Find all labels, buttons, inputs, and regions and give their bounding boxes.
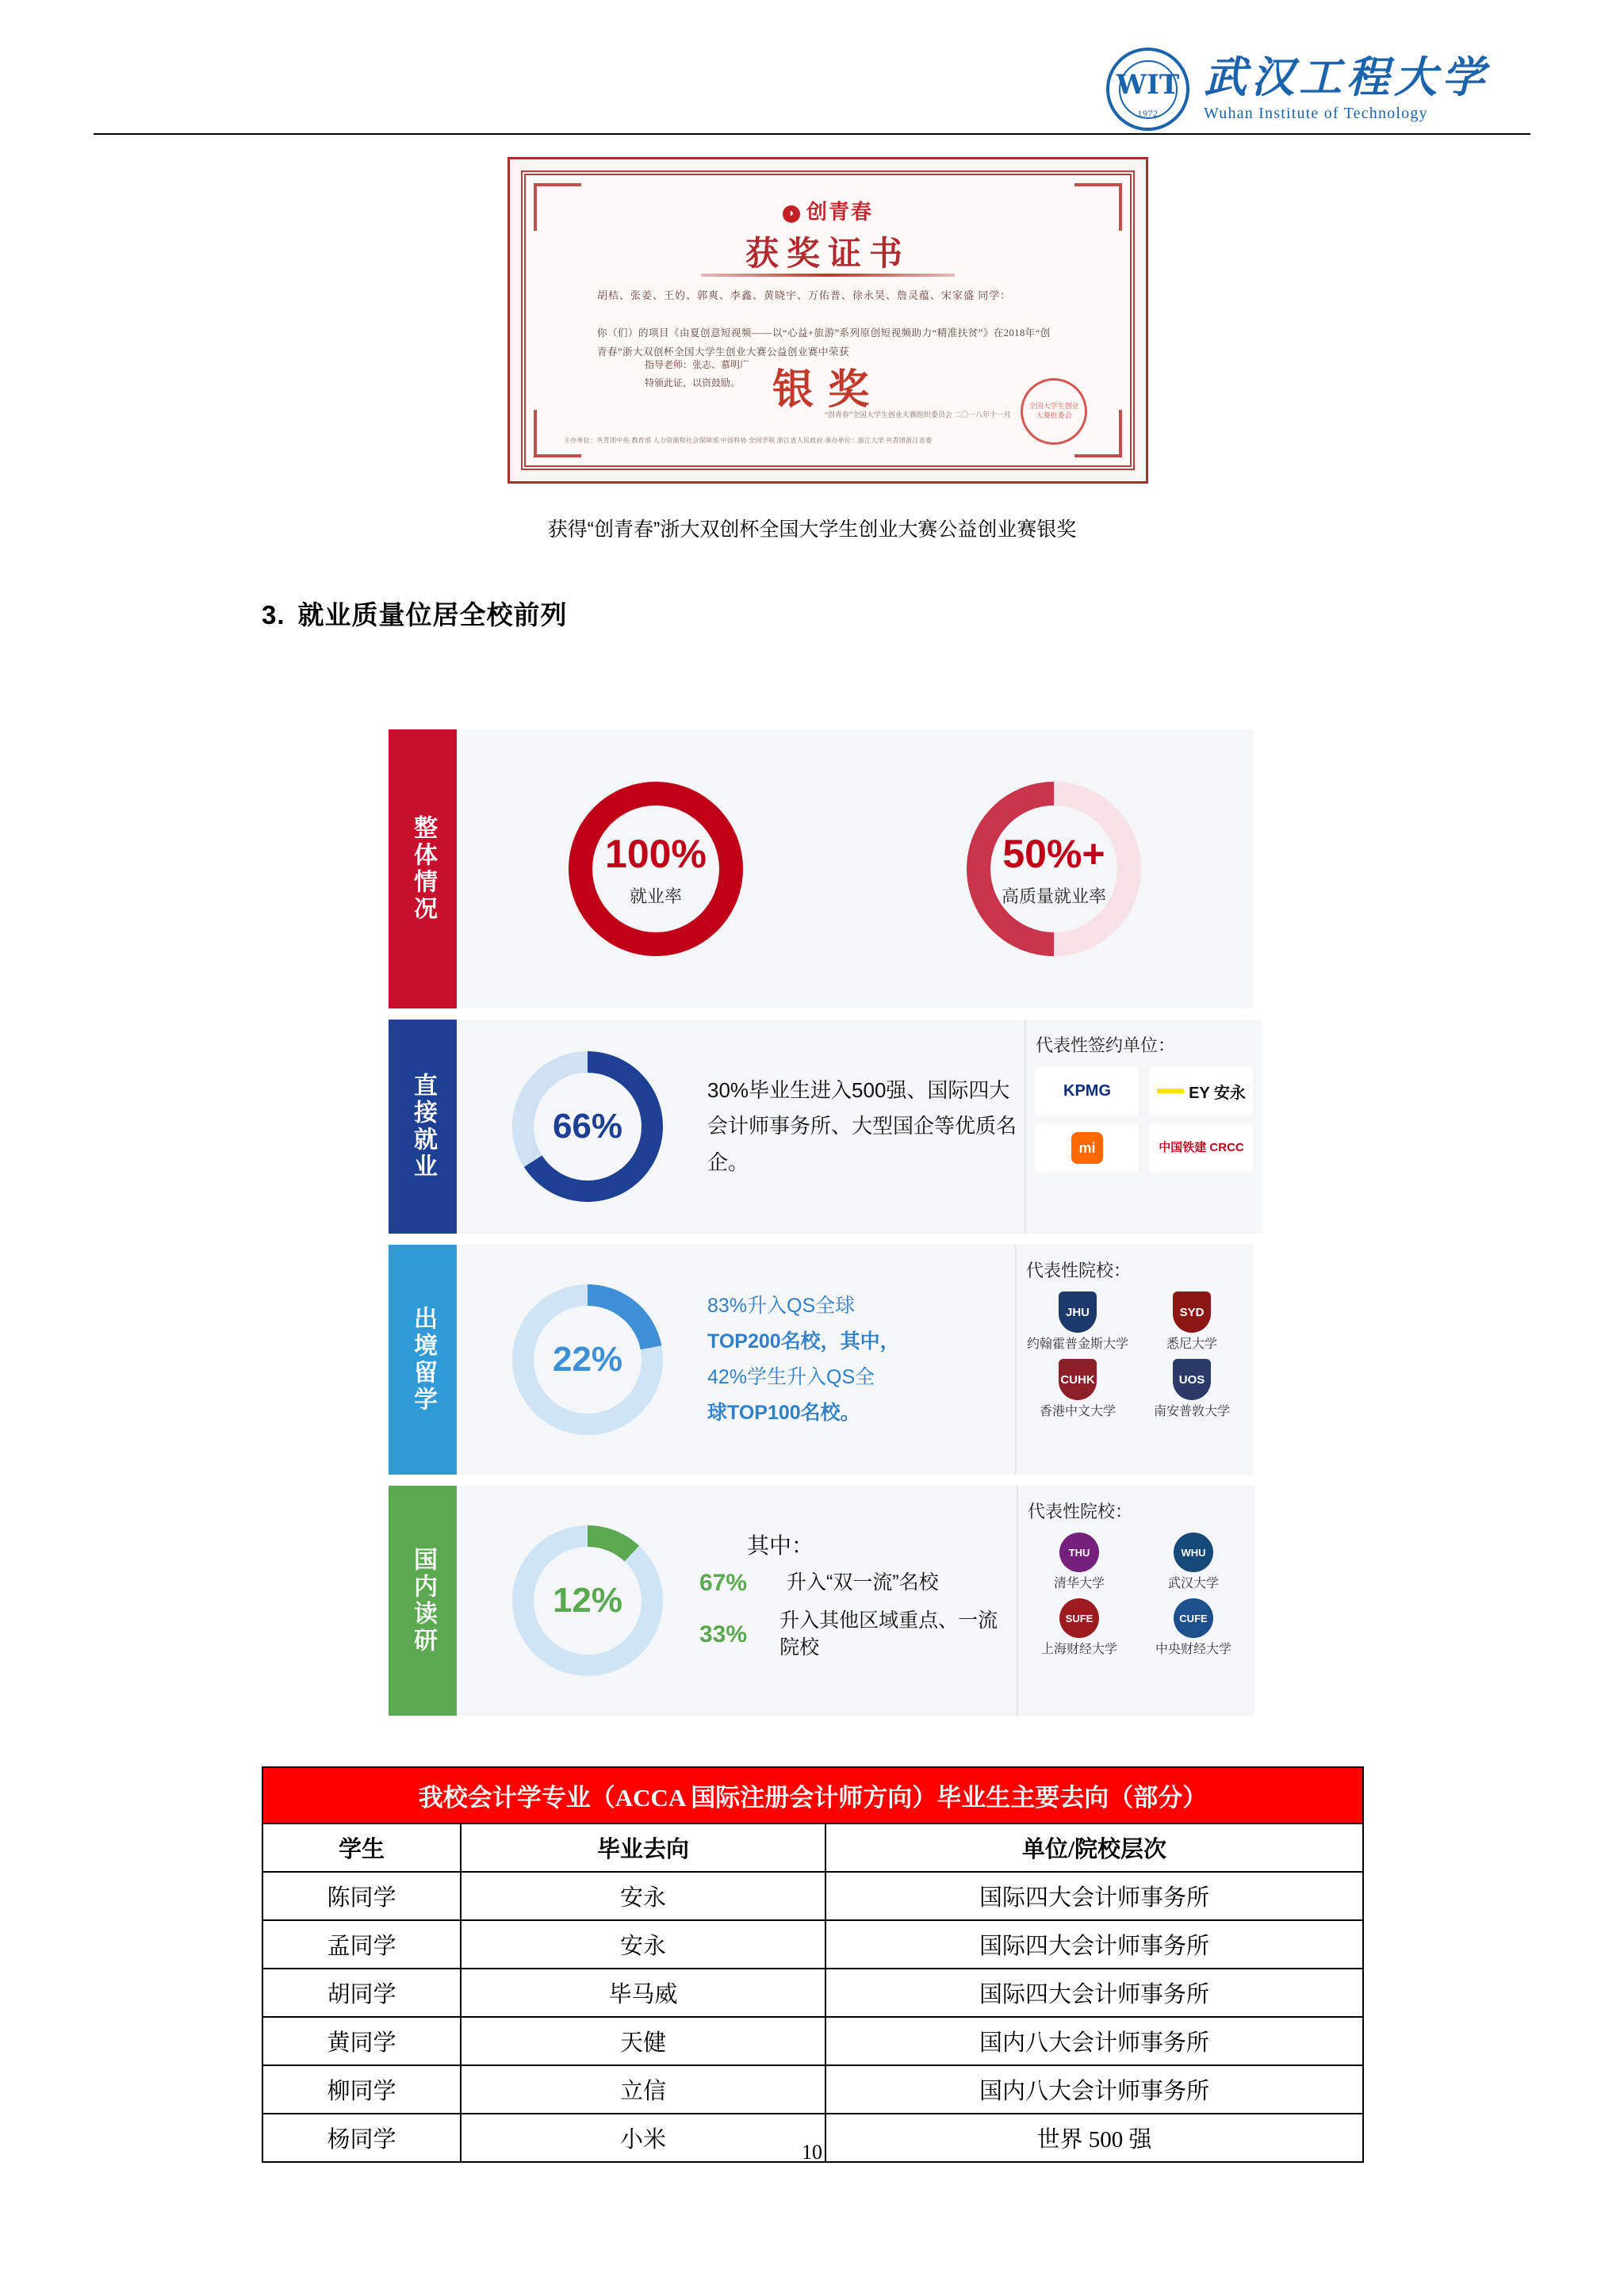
domestic-school-panel-title: 代表性院校： [1028, 1502, 1133, 1521]
infographic-row-overall [389, 729, 1253, 1008]
school-name: 约翰霍普金斯大学 [1026, 1337, 1128, 1351]
cell-student: 胡同学 [262, 1969, 461, 2017]
school-crest-icon: CUFE [1174, 1598, 1213, 1638]
table-header-destination: 毕业去向 [461, 1823, 825, 1872]
award-certificate-image [508, 157, 1148, 484]
donut-label: 高质量就业率 [1001, 886, 1106, 906]
brand-label: 创青春 [806, 201, 873, 224]
employer-logo-ey [1150, 1066, 1253, 1115]
donut-value: 12% [552, 1581, 623, 1620]
cell-student: 孟同学 [262, 1920, 461, 1969]
certificate-stamp-icon: 全国大学生创业大赛组委会 [1021, 378, 1087, 445]
direct-employment-description: 30%毕业生进入500强、国际四大会计师事务所、大型国企等优质名企。 [707, 1077, 1017, 1174]
certificate-issuer: “创青春”全国大学生创业大赛组织委员会 二〇一八年十一月 [824, 410, 1011, 419]
overseas-line-1: 83%升入QS全球 [707, 1295, 856, 1317]
cell-student: 黄同学 [262, 2017, 461, 2065]
certificate-organizers: 主办单位：共青团中央 教育部 人力资源和社会保障部 中国科协 全国学联 浙江省人民政府 承办单位：浙江大学 共青团浙江省委 [564, 437, 933, 445]
school-crest-icon: SUFE [1059, 1598, 1099, 1638]
domestic-postgrad-percent: 33% [699, 1621, 748, 1647]
cell-tier: 国际四大会计师事务所 [825, 1969, 1363, 2017]
header-divider [94, 133, 1530, 135]
seal-mark: WIT [1116, 68, 1180, 101]
graduate-destination-table-wrap [262, 1766, 1364, 2163]
university-logo [1106, 48, 1489, 131]
school-name: 清华大学 [1053, 1577, 1105, 1590]
school-name: 南安普敦大学 [1153, 1405, 1230, 1418]
cell-student: 杨同学 [262, 2114, 461, 2162]
figure-caption: 获得“创青春”浙大双创杯全国大学生创业大赛公益创业赛银奖 [547, 519, 1077, 541]
school-crest-icon: SYD [1173, 1292, 1211, 1333]
domestic-school-panel [1017, 1486, 1254, 1716]
certificate-note-line: 特颁此证，以资鼓励。 [645, 377, 741, 389]
school-item [1142, 1598, 1245, 1658]
employer-logo-label: EY 安永 [1189, 1084, 1246, 1102]
certificate-tutor-line: 指导老师：张志、慕明广 [645, 359, 750, 371]
table-row [262, 1920, 1363, 1969]
certificate-brand [526, 196, 1130, 225]
school-crest-icon: UOS [1173, 1359, 1211, 1400]
school-crest-icon: CUHK [1059, 1359, 1097, 1400]
cell-destination: 安永 [461, 1920, 825, 1969]
section-heading [262, 595, 568, 632]
table-header-tier: 单位/院校层次 [825, 1823, 1363, 1872]
table-row [262, 1969, 1363, 2017]
overseas-school-panel-title: 代表性院校： [1026, 1261, 1132, 1280]
cell-destination: 毕马威 [461, 1969, 825, 2017]
school-item [1140, 1292, 1243, 1353]
section-number: 3. [262, 600, 285, 629]
infographic-row-direct-employment [389, 1020, 1253, 1234]
donut-value: 66% [552, 1107, 623, 1146]
domestic-postgrad-desc: 升入其他区域重点、一流院校 [779, 1609, 998, 1659]
table-row [262, 2017, 1363, 2065]
cell-destination: 小米 [461, 2114, 825, 2162]
overseas-line-2: TOP200名校，其中， [707, 1330, 900, 1353]
employer-logo-xiaomi [1036, 1123, 1139, 1173]
infographic-row-domestic-postgrad [389, 1486, 1253, 1716]
school-crest-icon: JHU [1059, 1292, 1097, 1333]
table-row [262, 1872, 1363, 1920]
cell-student: 柳同学 [262, 2065, 461, 2114]
domestic-postgrad-item [699, 1608, 1017, 1662]
school-name: 中央财经大学 [1155, 1643, 1231, 1656]
cell-tier: 国际四大会计师事务所 [825, 1872, 1363, 1920]
overseas-study-description [707, 1288, 993, 1431]
table-row [262, 2065, 1363, 2114]
table-header-row [262, 1823, 1363, 1872]
donut-value: 100% [605, 831, 707, 876]
page-header [0, 32, 1624, 143]
cell-destination: 天健 [461, 2017, 825, 2065]
donut-domestic-postgrad [512, 1525, 663, 1676]
employer-logo-crcc: 中国铁建 CRCC [1150, 1123, 1253, 1173]
ey-bar-icon [1157, 1089, 1184, 1093]
donut-value: 50%+ [1002, 831, 1105, 876]
section-title: 就业质量位居全校前列 [297, 600, 568, 629]
donut-high-quality-employment-rate [967, 782, 1141, 956]
row-tab-overseas-study: 出境留学 [389, 1245, 457, 1475]
school-item [1026, 1359, 1129, 1420]
donut-overseas-study [512, 1284, 663, 1435]
certificate-corner-ornament [534, 410, 581, 457]
domestic-postgrad-title: 其中： [747, 1533, 814, 1559]
university-name-en: Wuhan Institute of Technology [1204, 105, 1428, 123]
certificate-tutor [645, 356, 749, 392]
cell-student: 陈同学 [262, 1872, 461, 1920]
seal-year: 1972 [1137, 108, 1159, 119]
donut-value: 22% [552, 1340, 623, 1379]
infographic-row-overseas-study [389, 1245, 1253, 1475]
brand-logo-icon: ◑ [783, 205, 800, 223]
school-name: 香港中文大学 [1039, 1405, 1116, 1418]
university-name-cn: 武汉工程大学 [1204, 53, 1489, 101]
school-item [1140, 1359, 1243, 1420]
employer-logo-kpmg: KPMG [1036, 1066, 1139, 1115]
school-name: 武汉大学 [1167, 1577, 1219, 1590]
cell-tier: 国际四大会计师事务所 [825, 1920, 1363, 1969]
page-number: 10 [802, 2141, 822, 2164]
domestic-postgrad-desc: 升入“双一流”名校 [787, 1571, 939, 1594]
table-header-student: 学生 [262, 1823, 461, 1872]
employment-infographic [389, 729, 1253, 1728]
certificate-award-level: 银奖 [772, 368, 884, 413]
certificate-body-text: 你（们）的项目《由夏创意短视频——以“心益+旅游”系列原创短视频助力“精准扶贫”》在2018年“创青春”浙大双创杯全国大学生创业大赛公益创业赛中荣获 [597, 327, 1051, 358]
school-item [1028, 1533, 1131, 1592]
overseas-school-panel [1015, 1245, 1253, 1475]
school-crest-icon: THU [1059, 1533, 1099, 1572]
cell-tier: 国内八大会计师事务所 [825, 2017, 1363, 2065]
table-title-row [262, 1767, 1363, 1823]
employer-panel [1025, 1020, 1262, 1234]
donut-label: 就业率 [629, 886, 682, 906]
cell-tier: 世界 500 强 [825, 2114, 1363, 2162]
school-name: 上海财经大学 [1040, 1643, 1117, 1656]
donut-direct-employment [512, 1051, 663, 1202]
school-crest-icon: WHU [1174, 1533, 1213, 1572]
domestic-postgrad-item [699, 1570, 1017, 1597]
school-item [1028, 1598, 1131, 1658]
domestic-postgrad-percent: 67% [699, 1570, 748, 1597]
graduate-destination-table [262, 1766, 1364, 2163]
school-name: 悉尼大学 [1166, 1337, 1217, 1351]
certificate-title-underline [701, 274, 955, 277]
cell-destination: 安永 [461, 1872, 825, 1920]
overseas-line-3: 42%学生升入QS全 [707, 1366, 875, 1388]
row-tab-direct-employment: 直接就业 [389, 1020, 457, 1234]
xiaomi-mark-icon: mi [1071, 1132, 1103, 1164]
employer-panel-title: 代表性签约单位： [1036, 1035, 1176, 1055]
overseas-line-4: 球TOP100名校。 [707, 1402, 860, 1424]
school-item [1142, 1533, 1245, 1592]
table-title: 我校会计学专业（ACCA 国际注册会计师方向）毕业生主要去向（部分） [262, 1767, 1363, 1823]
row-tab-overall: 整体情况 [389, 729, 457, 1008]
cell-destination: 立信 [461, 2065, 825, 2114]
row-tab-domestic-postgrad: 国内读研 [389, 1486, 457, 1716]
certificate-recipients: 胡桔、张姜、王妁、郭爽、李鑫、黄晓宇、万佑普、徐永昊、詹灵蕴、宋家盛 同学： [597, 289, 1012, 301]
donut-employment-rate [569, 782, 743, 956]
certificate-title: 获奖证书 [745, 236, 910, 273]
cell-tier: 国内八大会计师事务所 [825, 2065, 1363, 2114]
school-item [1026, 1292, 1129, 1353]
university-seal-icon [1106, 48, 1189, 131]
